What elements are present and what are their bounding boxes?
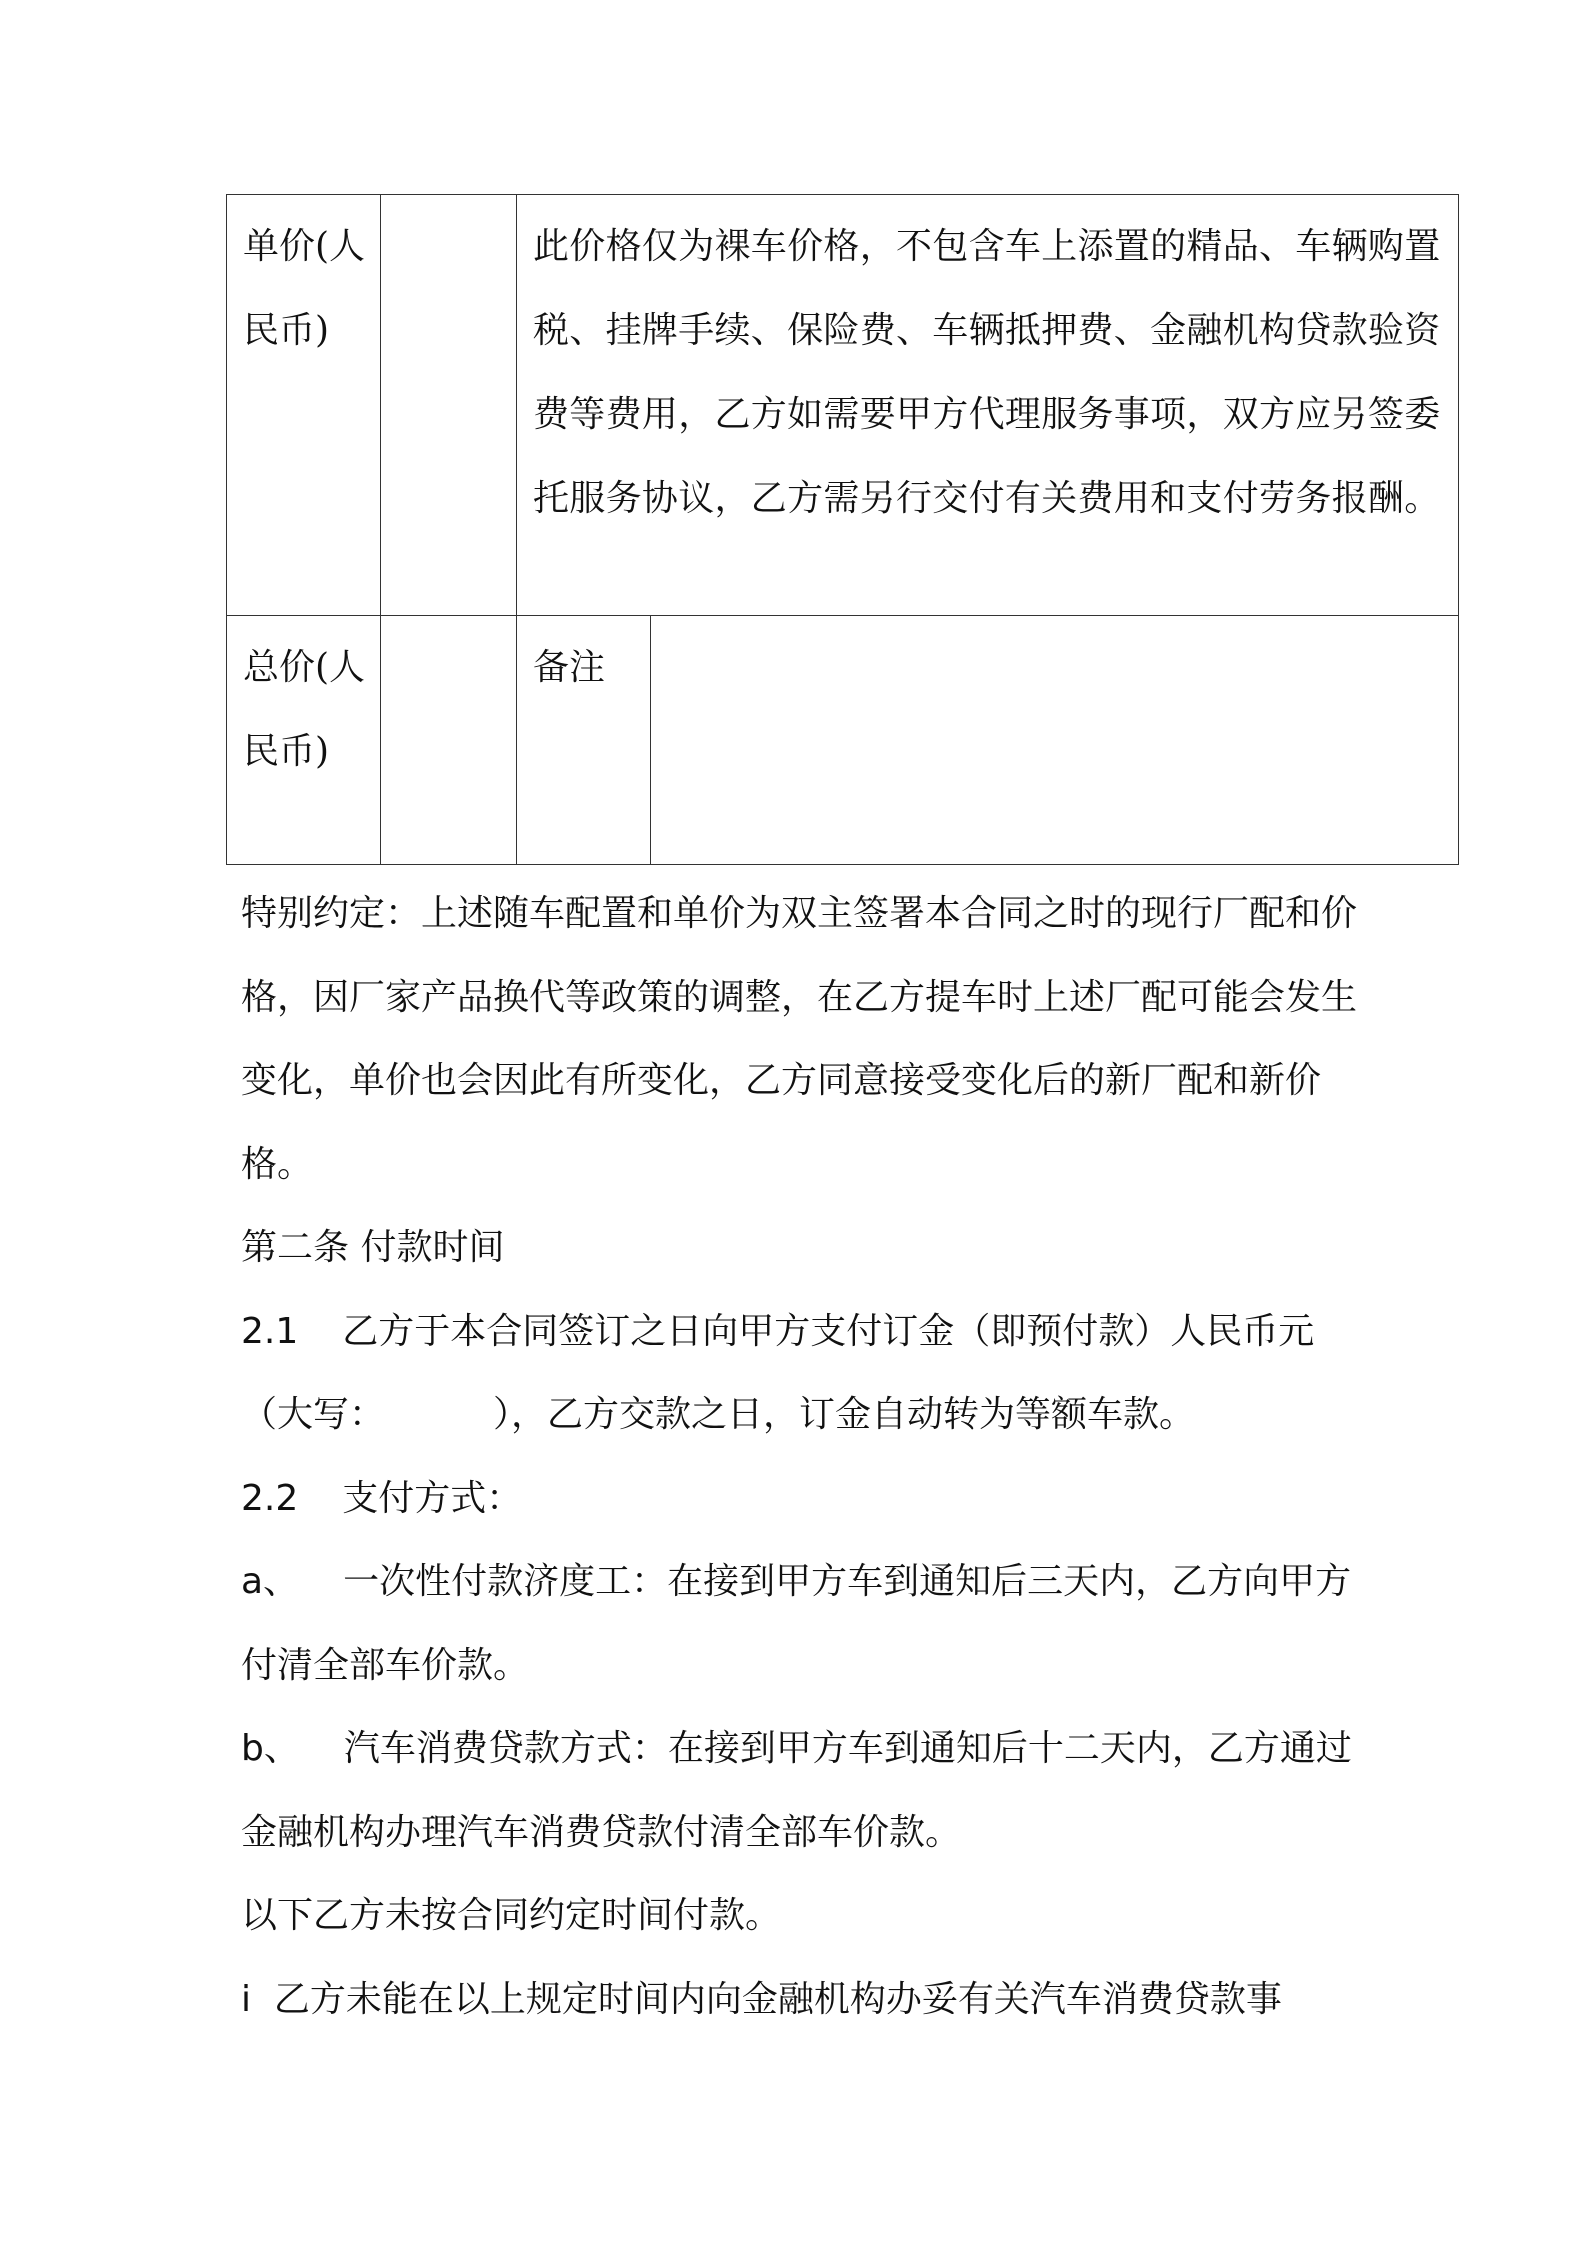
clause-2-1-text-b: ），乙方交款之日，订金自动转为等额车款。: [493, 1394, 1196, 1435]
option-a: [241, 1540, 1381, 1707]
remark-label: 备注: [517, 616, 651, 865]
item-i: [241, 1958, 1381, 2042]
price-table: [226, 194, 1459, 865]
clause-2-1-text-a: 乙方于本合同签订之日向甲方支付订金（即预付款）人民币元（大写：: [241, 1310, 1315, 1435]
option-b-text: 汽车消费贷款方式：在接到甲方车到通知后十二天内，乙方通过金融机构办理汽车消费贷款付清全部车价款。: [241, 1728, 1352, 1853]
article-2-heading: 第二条 付款时间: [241, 1227, 505, 1268]
remark-value: [651, 616, 1459, 865]
item-i-marker: i: [241, 1978, 252, 2020]
total-price-row: [227, 616, 1459, 865]
option-a-marker: a、: [241, 1561, 300, 1602]
clause-2-1: [241, 1290, 1381, 1457]
unit-price-row: [227, 195, 1459, 616]
clause-2-2-text: 支付方式：: [342, 1477, 523, 1519]
unit-price-value: [381, 195, 517, 616]
option-b-marker: b、: [241, 1728, 300, 1769]
item-i-text: 乙方未能在以上规定时间内向金融机构办妥有关汽车消费贷款事: [273, 1978, 1282, 2020]
clause-2-1-number: 2.1: [241, 1310, 299, 1352]
clause-2-2: [241, 1457, 1381, 1541]
special-agreement: 特别约定：上述随车配置和单价为双主签署本合同之时的现行厂配和价格，因厂家产品换代等政策的调整，在乙方提车时上述厂配可能会发生变化，单价也会因此有所变化，乙方同意接受变化后的新厂配和新价格。: [241, 893, 1358, 1185]
late-payment-clause: 以下乙方未按合同约定时间付款。: [241, 1895, 782, 1936]
unit-price-label: 单价(人民币): [227, 195, 381, 616]
clause-2-2-number: 2.2: [241, 1477, 299, 1519]
total-price-value: [381, 616, 517, 865]
option-a-text: 一次性付款济度工：在接到甲方车到通知后三天内，乙方向甲方付清全部车价款。: [241, 1561, 1352, 1686]
unit-price-note: 此价格仅为裸车价格，不包含车上添置的精品、车辆购置税、挂牌手续、保险费、车辆抵押费、金融机构贷款验资费等费用，乙方如需要甲方代理服务事项，双方应另签委托服务协议，乙方需另行交付有关费用和支付劳务报酬。: [517, 195, 1459, 616]
contract-body: [241, 872, 1381, 2041]
option-b: [241, 1707, 1381, 1874]
total-price-label: 总价(人民币): [227, 616, 381, 865]
